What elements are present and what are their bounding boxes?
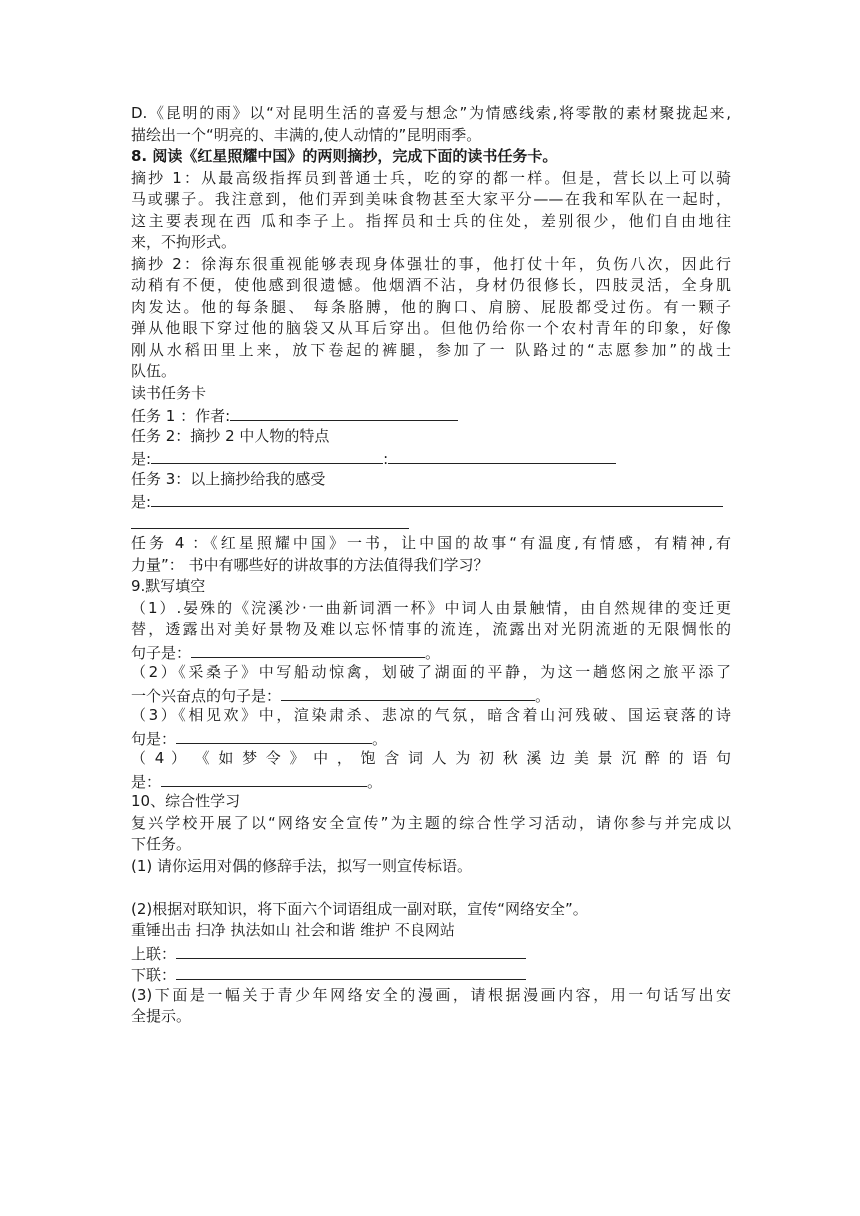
q8-task2-blank-1[interactable] bbox=[151, 447, 383, 464]
q9-item3-answer bbox=[131, 727, 731, 749]
q8-excerpt1-line: 马或骡子。我注意到，他们弄到美味食物甚至大家平分——在我和军队在一起时， bbox=[131, 190, 731, 208]
document-content bbox=[131, 103, 731, 1028]
q10-sub1-answer-space[interactable] bbox=[131, 877, 731, 899]
period: 。 bbox=[425, 643, 441, 662]
q8-task2-sep: : bbox=[383, 450, 389, 468]
q8-excerpt2-line: 动稍有不便，使他感到很遗憾。他烟酒不沾，身材仍很修长，四肢灵活，全身肌 bbox=[131, 276, 731, 294]
q9-item1-line: （1）.晏殊的《浣溪沙·一曲新词酒一杯》中词人由景触情，由自然规律的变迁更 bbox=[131, 598, 731, 617]
q9-item1-answer bbox=[131, 641, 731, 663]
q9-item2-answer bbox=[131, 684, 731, 706]
q9-item2-tail: 一个兴奋点的句子是： bbox=[131, 686, 282, 705]
q8-excerpt2-line: 摘抄 2：徐海东很重视能够表现身体强壮的事，他打仗十年，负伤八次，因此行 bbox=[131, 254, 731, 273]
q9-item4-line1: （ 4 ） 《 如 梦 令 》 中 ， 饱 含 词 人 为 初 秋 溪 边 美 景 沉 醉 的 语 句 bbox=[131, 749, 731, 767]
q10-sub3-line1: (3)下面是一幅关于青少年网络安全的漫画，请根据漫画内容，用一句话写出安 bbox=[131, 985, 731, 1004]
q10-sub1: (1) 请你运用对偶的修辞手法，拟写一则宣传标语。 bbox=[131, 856, 473, 875]
q8-task1 bbox=[131, 404, 731, 426]
q9-title: 9.默写填空 bbox=[131, 577, 206, 595]
q8-task3-answer bbox=[131, 490, 731, 512]
q10-lower-blank[interactable] bbox=[176, 963, 526, 980]
q8-task1-blank[interactable] bbox=[230, 404, 458, 421]
q10-upper-couplet bbox=[131, 942, 731, 964]
q8-excerpt2-line: 刚从水稻田里上来，放下卷起的裤腿，参加了一 队路过的“志愿参加”的战士 bbox=[131, 340, 731, 359]
q8-excerpt1-line: 来，不拘形式。 bbox=[131, 233, 237, 251]
q8-task3: 任务 3：以上摘抄给我的感受 bbox=[131, 469, 326, 488]
q8-excerpt1-line: 摘抄 1：从最高级指挥员到普通士兵，吃的穿的都一样。但是，营长以上可以骑 bbox=[131, 168, 731, 187]
q8-excerpt2-line: 弹从他眼下穿过他的脑袋又从耳后穿出。但他仍给你一个农村青年的印象，好像 bbox=[131, 319, 731, 337]
q9-item4-blank[interactable] bbox=[161, 770, 367, 787]
q9-item3-blank[interactable] bbox=[176, 727, 372, 744]
q8-task1-label: 任务 1 ：作者: bbox=[131, 407, 231, 425]
q10-sub3-line2: 全提示。 bbox=[131, 1007, 192, 1025]
q7-option-d-line2: 描绘出一个“明亮的、丰满的,使人动情的”昆明雨季。 bbox=[131, 125, 482, 144]
q8-task4-line2: 力量”： 书中有哪些好的讲故事的方法值得我们学习？ bbox=[131, 555, 489, 574]
q10-words: 重锤出击 扫净 执法如山 社会和谐 维护 不良网站 bbox=[131, 921, 455, 939]
q8-excerpt2-line: 队伍。 bbox=[131, 362, 177, 380]
q10-intro-line2: 下任务。 bbox=[131, 835, 192, 853]
period: 。 bbox=[372, 729, 388, 748]
period: 。 bbox=[535, 686, 551, 705]
q8-excerpt2-line: 肉发达。他的每条腿、 每条胳膊，他的胸口、肩膀、屁股都受过伤。有一颗子 bbox=[131, 297, 731, 316]
q9-item1-blank[interactable] bbox=[191, 641, 425, 658]
q9-item4-tail: 是： bbox=[131, 772, 162, 791]
q9-item1-line: 替，透露出对美好景物及难以忘怀情事的流连，流露出对光阴流逝的无限惆怅的 bbox=[131, 620, 731, 638]
q10-upper-label: 上联： bbox=[131, 944, 177, 963]
q8-task2-answer bbox=[131, 447, 731, 469]
q9-item2-blank[interactable] bbox=[281, 684, 535, 701]
q8-task3-answer-cont bbox=[131, 512, 731, 534]
q9-item1-tail: 句子是： bbox=[131, 643, 192, 662]
q9-item4-answer bbox=[131, 770, 731, 792]
q8-task3-blank-2[interactable] bbox=[131, 512, 409, 529]
q8-task3-blank-1[interactable] bbox=[151, 490, 723, 507]
q8-title: 8. 阅读《红星照耀中国》的两则摘抄，完成下面的读书任务卡。 bbox=[131, 147, 558, 165]
q10-upper-blank[interactable] bbox=[176, 942, 526, 959]
q9-item2-line1: （2）《采桑子》中写船动惊禽，划破了湖面的平静，为这一趟悠闲之旅平添了 bbox=[131, 663, 731, 681]
q8-task2-blank-2[interactable] bbox=[388, 447, 616, 464]
q7-option-d-line1: D.《昆明的雨》以“对昆明生活的喜爱与想念”为情感线索,将零散的素材聚拢起来, bbox=[131, 104, 731, 122]
period: 。 bbox=[367, 772, 383, 791]
q10-lower-couplet bbox=[131, 963, 731, 985]
q8-task4-line1: 任务 4 ：《红星照耀中国》一书，让中国的故事“有温度,有情感，有精神,有 bbox=[131, 534, 731, 552]
q8-excerpt1-line: 这主要表现在西 瓜和李子上。指挥员和士兵的住处，差别很少，他们自由地往 bbox=[131, 211, 731, 230]
q10-sub2: (2)根据对联知识，将下面六个词语组成一副对联，宣传“网络安全”。 bbox=[131, 899, 588, 918]
q9-item3-line1: （3）《相见欢》中，渲染肃杀、悲凉的气氛，暗含着山河残破、国运衰落的诗 bbox=[131, 706, 731, 724]
q8-task2: 任务 2：摘抄 2 中人物的特点 bbox=[131, 426, 330, 445]
q10-title: 10、综合性学习 bbox=[131, 792, 241, 810]
q8-task2-is: 是: bbox=[131, 450, 152, 468]
q10-lower-label: 下联： bbox=[131, 966, 177, 984]
q8-card-title: 读书任务卡 bbox=[131, 383, 207, 402]
q8-task3-is: 是: bbox=[131, 493, 152, 511]
q9-item3-tail: 句是： bbox=[131, 729, 177, 748]
q10-intro-line1: 复兴学校开展了以“网络安全宣传”为主题的综合性学习活动，请你参与并完成以 bbox=[131, 813, 731, 832]
